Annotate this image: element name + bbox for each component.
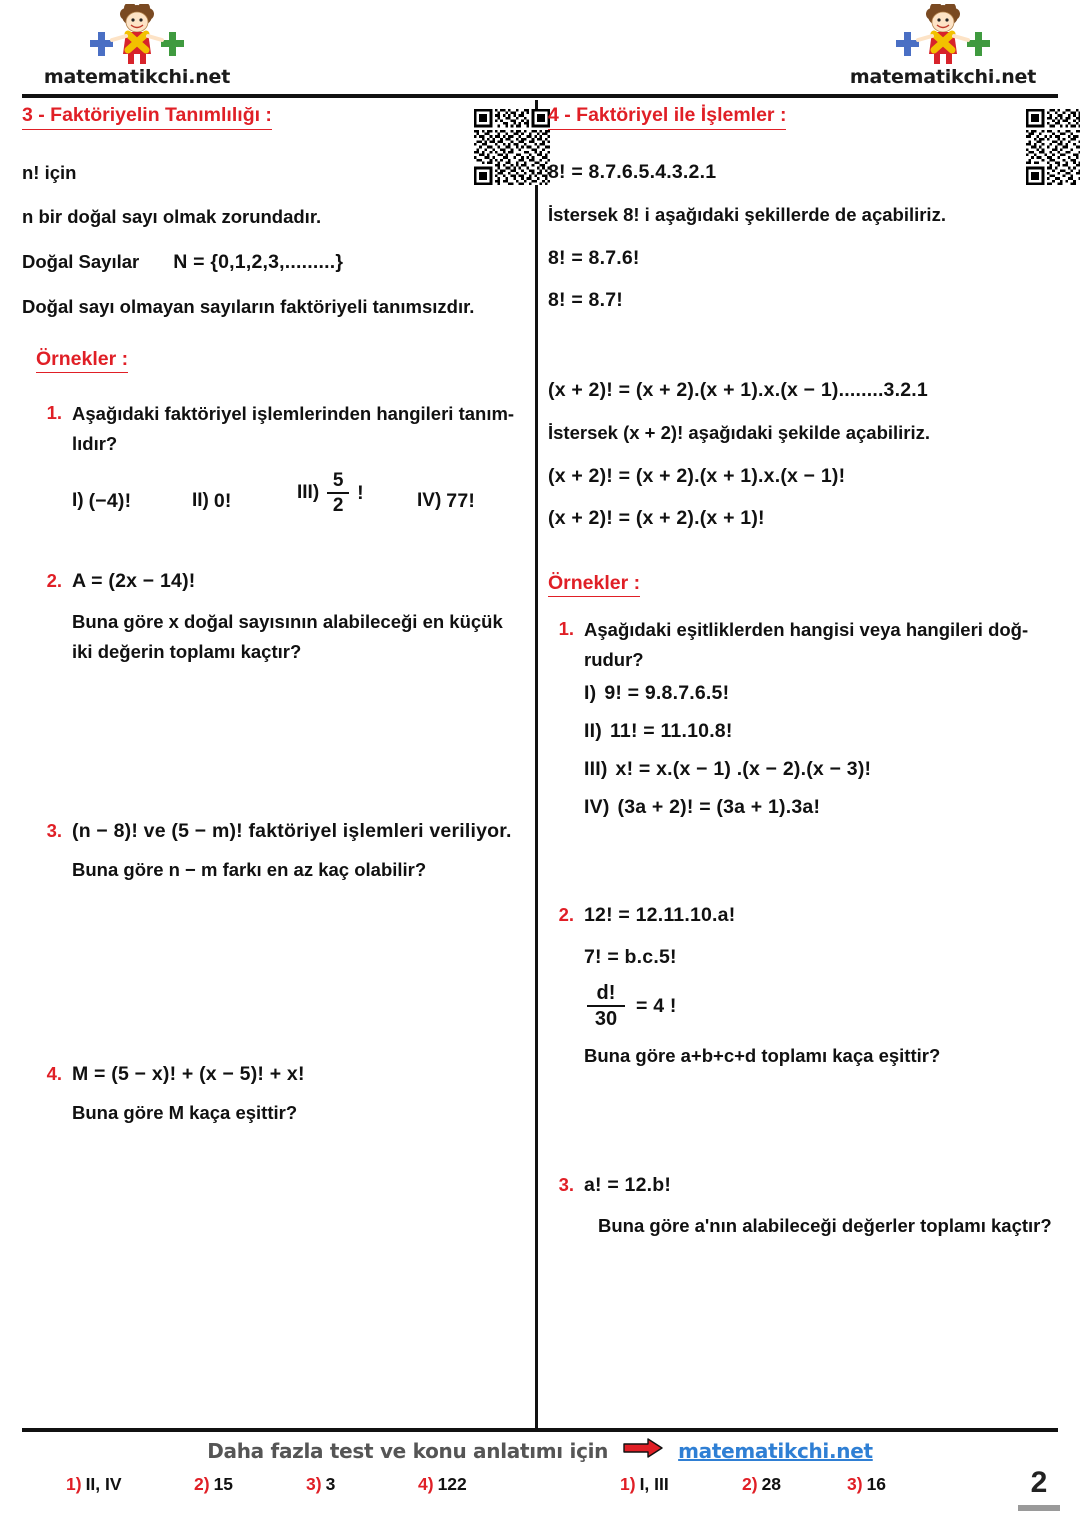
option-label: IV) [584, 796, 610, 818]
question-number: 3. [46, 820, 62, 841]
answer-key: 3) [847, 1474, 863, 1494]
option-IV [417, 487, 475, 515]
option-suffix: ! [357, 482, 364, 504]
right-formula-8fact-a: 8! = 8.7.6! [548, 247, 640, 269]
fraction-bar [327, 492, 349, 494]
question-text-line-2: lıdır? [72, 433, 118, 454]
option-label: II) [584, 720, 602, 742]
column-divider [535, 100, 538, 1428]
option-label: IV) [417, 490, 442, 511]
left-intro-line-1: n! için [22, 162, 77, 183]
promo-text: Daha fazla test ve konu anlatımı için [207, 1438, 609, 1463]
math-kid-logo-icon [22, 4, 252, 66]
option-II [192, 487, 297, 515]
right-question-3 [548, 1171, 1058, 1241]
right-note-2: İstersek (x + 2)! aşağıdaki şekilde açabiliriz. [548, 422, 931, 443]
left-examples-title: Örnekler : [36, 348, 128, 373]
question-text-line-2: rudur? [584, 649, 644, 670]
question-formula: (n − 8)! ve (5 − m)! faktöriyel işlemleri veriliyor. [72, 820, 512, 842]
question-formula-3 [584, 983, 1058, 1029]
option-value: x! = x.(x − 1) .(x − 2).(x − 3)! [615, 758, 872, 780]
question-text: Buna göre a'nın alabileceği değerler toplamı kaçtır? [598, 1215, 1052, 1236]
fraction-d-over-30 [587, 983, 625, 1029]
answer-right-1 [620, 1474, 742, 1495]
right-formula-x-a: (x + 2)! = (x + 2).(x + 1).x.(x − 1)! [548, 465, 846, 487]
left-question-1 [22, 399, 527, 515]
option-label: I) [584, 682, 597, 704]
fraction-denominator: 30 [594, 1008, 618, 1030]
logo-left [22, 4, 252, 96]
right-column [548, 104, 1058, 1241]
answers-right [620, 1474, 1020, 1495]
question-number: 2. [558, 904, 574, 925]
question-text: Buna göre M kaça eşittir? [72, 1102, 298, 1123]
question-formula-2: 7! = b.c.5! [584, 946, 677, 968]
right-examples-title: Örnekler : [548, 572, 640, 597]
question-formula-1: 12! = 12.11.10.a! [584, 904, 736, 926]
question-text-line-1: Buna göre x doğal sayısının alabileceği en küçük [72, 611, 503, 632]
option-label: III) [297, 482, 320, 503]
fraction-rhs: = 4 ! [636, 995, 677, 1017]
question-text-line-1: Aşağıdaki faktöriyel işlemlerinden hangileri tanım- [72, 403, 515, 424]
question-formula: a! = 12.b! [584, 1174, 672, 1196]
option-I [584, 679, 1058, 707]
left-question-2 [22, 567, 527, 667]
option-value: 11! = 11.10.8! [609, 720, 733, 742]
option-IV [584, 793, 1058, 821]
right-formula-x-expand: (x + 2)! = (x + 2).(x + 1).x.(x − 1)........3.2.1 [548, 379, 928, 401]
question-text: Buna göre a+b+c+d toplamı kaça eşittir? [584, 1045, 941, 1066]
question-text-line-2: iki değerin toplamı kaçtır? [72, 641, 302, 662]
option-label: II) [192, 490, 209, 511]
option-value: 9! = 9.8.7.6.5! [604, 682, 730, 704]
option-III [584, 755, 1058, 783]
answer-value: 122 [437, 1474, 467, 1494]
right-formula-x-b: (x + 2)! = (x + 2).(x + 1)! [548, 507, 765, 529]
answer-value: I, III [639, 1474, 669, 1494]
option-value: 77! [446, 490, 476, 512]
answer-right-2 [742, 1474, 847, 1495]
fraction-five-halves [327, 471, 349, 515]
question-formula: M = (5 − x)! + (x − 5)! + x! [72, 1063, 305, 1085]
answer-value: 15 [213, 1474, 234, 1494]
page-header [0, 0, 1080, 96]
footer-divider [22, 1428, 1058, 1432]
option-value: (3a + 2)! = (3a + 1).3a! [617, 796, 821, 818]
right-note-1: İstersek 8! i aşağıdaki şekillerde de açabiliriz. [548, 204, 946, 225]
answer-left-1 [66, 1474, 194, 1495]
question-number: 1. [46, 402, 62, 423]
answer-value: 3 [325, 1474, 336, 1494]
option-II [584, 717, 1058, 745]
qr-code-right[interactable] [1026, 109, 1080, 185]
question-text-line-1: Aşağıdaki eşitliklerden hangisi veya hangileri doğ- [584, 619, 1029, 640]
answer-key: 1) [620, 1474, 636, 1494]
promo-link[interactable]: matematikchi.net [678, 1438, 873, 1463]
natural-numbers-label: Doğal Sayılar [22, 251, 140, 272]
logo-right [828, 4, 1058, 96]
fraction-numerator: 5 [332, 470, 344, 491]
question-number: 3. [558, 1174, 574, 1195]
answer-key: 2) [194, 1474, 210, 1494]
question-options [72, 471, 527, 515]
logo-left-text: matematikchi.net [43, 66, 231, 88]
page-number: 2 [1030, 1466, 1048, 1499]
answer-value: II, IV [85, 1474, 122, 1494]
qr-code-left[interactable] [474, 109, 550, 185]
right-question-1 [548, 615, 1058, 821]
answers-left [66, 1474, 536, 1495]
left-section-title: 3 - Faktöriyelin Tanımlılığı : [22, 104, 272, 130]
answer-right-3 [847, 1474, 886, 1495]
header-divider [22, 94, 1058, 98]
left-closing-line: Doğal sayı olmayan sayıların faktöriyeli tanımsızdır. [22, 296, 475, 317]
right-question-2 [548, 901, 1058, 1071]
question-formula: A = (2x − 14)! [72, 570, 196, 592]
natural-numbers-formula: N = {0,1,2,3,.........} [173, 251, 344, 273]
question-text: Buna göre n − m farkı en az kaç olabilir? [72, 859, 427, 880]
footer-promo [0, 1438, 1080, 1463]
page-number-underline [1018, 1505, 1060, 1511]
question-number: 4. [46, 1063, 62, 1084]
right-arrow-icon [622, 1438, 664, 1463]
answer-left-3 [306, 1474, 418, 1495]
fraction-bar [587, 1005, 625, 1007]
right-section-title: 4 - Faktöriyel ile İşlemler : [548, 104, 786, 130]
question-number: 1. [558, 618, 574, 639]
answer-key: 2) [742, 1474, 758, 1494]
answer-left-2 [194, 1474, 306, 1495]
right-formula-8fact-b: 8! = 8.7! [548, 289, 623, 311]
logo-right-text: matematikchi.net [849, 66, 1037, 88]
answer-value: 28 [761, 1474, 782, 1494]
option-value: (−4)! [88, 490, 132, 512]
option-I [72, 487, 192, 515]
fraction-denominator: 2 [332, 495, 344, 516]
question-number: 2. [46, 570, 62, 591]
option-label: III) [584, 758, 608, 780]
answer-key: 3) [306, 1474, 322, 1494]
left-intro-line-2: n bir doğal sayı olmak zorundadır. [22, 206, 322, 227]
answer-left-4 [418, 1474, 467, 1495]
option-value: 0! [213, 490, 232, 512]
answer-key: 1) [66, 1474, 82, 1494]
answer-value: 16 [866, 1474, 887, 1494]
left-question-3 [22, 817, 527, 885]
answer-key: 4) [418, 1474, 434, 1494]
option-III [297, 471, 417, 515]
math-kid-logo-icon [828, 4, 1058, 66]
fraction-numerator: d! [596, 982, 616, 1004]
right-formula-8fact-full: 8! = 8.7.6.5.4.3.2.1 [548, 161, 717, 183]
option-label: I) [72, 490, 84, 511]
left-question-4 [22, 1060, 527, 1128]
left-column [22, 104, 527, 1128]
